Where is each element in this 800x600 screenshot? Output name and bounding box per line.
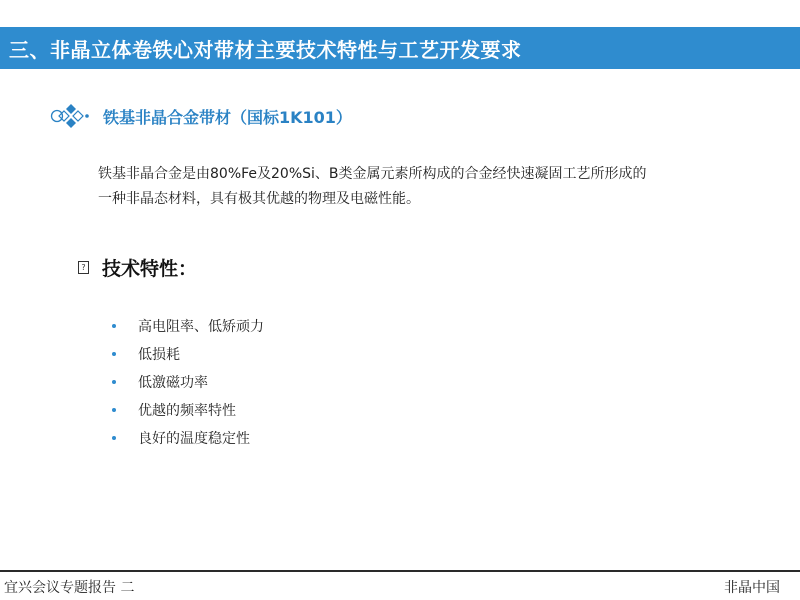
list-item-text: 低激磁功率 [138,375,208,391]
list-item [110,312,264,340]
footer-right-text: 非晶中国 [724,580,780,596]
bullet-icon [112,352,116,356]
list-item [110,424,264,452]
list-item-text: 高电阻率、低矫顽力 [138,319,264,335]
subtitle: 铁基非晶合金带材（国标1K101） [103,107,352,127]
list-item-text: 低损耗 [138,347,180,363]
missing-glyph-box-icon: ? [78,261,89,274]
title-bar [0,27,800,69]
diamond-ornament-icon [50,101,90,131]
feature-list [110,312,264,452]
bullet-icon [112,324,116,328]
list-item [110,396,264,424]
bullet-icon [112,408,116,412]
intro-line-1: 铁基非晶合金是由80%Fe及20%Si、B类金属元素所构成的合金经快速凝固工艺所形成的 [98,166,647,182]
bullet-icon [112,380,116,384]
list-item [110,368,264,396]
list-item-text: 良好的温度稳定性 [138,431,250,447]
section-heading [78,254,197,281]
page-title: 三、非晶立体卷铁心对带材主要技术特性与工艺开发要求 [9,37,522,62]
section-heading-text: 技术特性： [102,258,198,280]
footer-left-text: 宜兴会议专题报告 二 [4,580,135,596]
list-item-text: 优越的频率特性 [138,403,236,419]
intro-line-2: 一种非晶态材料，具有极其优越的物理及电磁性能。 [98,191,420,207]
subtitle-row [50,101,352,131]
footer-divider [0,570,800,572]
bullet-icon [112,436,116,440]
intro-paragraph [98,162,738,212]
list-item [110,340,264,368]
